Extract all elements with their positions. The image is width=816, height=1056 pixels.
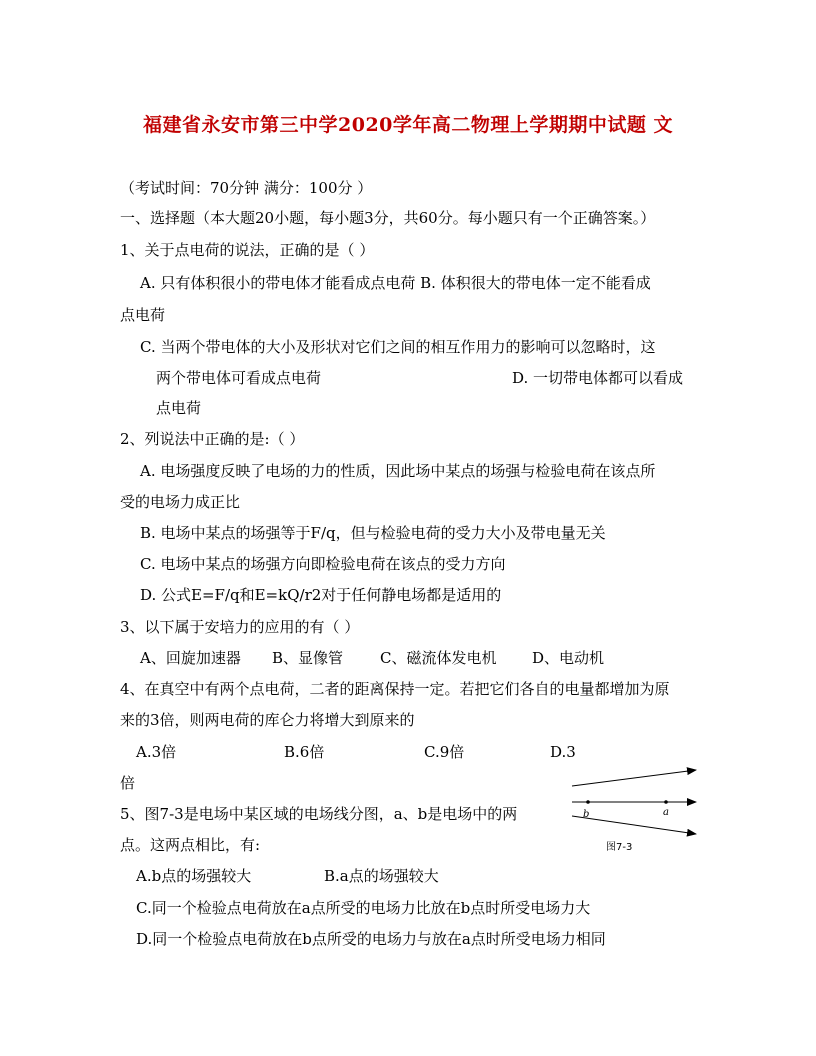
q1-option-c: C. 当两个带电体的大小及形状对它们之间的相互作用力的影响可以忽略时，这: [140, 338, 656, 356]
q1-options-ab: A. 只有体积很小的带电体才能看成点电荷 B. 体积很大的带电体一定不能看成: [140, 274, 651, 292]
q2-option-d: D. 公式E=F/q和E=kQ/r2对于任何静电场都是适用的: [140, 586, 502, 604]
q3-option-d: D、电动机: [532, 649, 605, 667]
q1-option-d: D. 一切带电体都可以看成: [512, 369, 684, 387]
q1-option-c-cont: 两个带电体可看成点电荷: [156, 369, 322, 387]
q5-option-c: C.同一个检验点电荷放在a点所受的电场力比放在b点时所受电场力大: [136, 899, 591, 917]
q5-option-b: B.a点的场强较大: [324, 867, 439, 885]
q5-option-a: A.b点的场强较大: [136, 867, 252, 885]
point-b-label: b: [583, 809, 590, 820]
field-line-bottom: [572, 816, 696, 834]
q2-option-a: A. 电场强度反映了电场的力的性质，因此场中某点的场强与检验电荷在该点所: [140, 462, 656, 480]
q4-option-d: D.3: [550, 743, 576, 761]
q4-stem: 4、在真空中有两个点电荷，二者的距离保持一定。若把它们各自的电量都增加为原: [120, 680, 670, 698]
q2-stem: 2、列说法中正确的是:（ ）: [120, 430, 305, 448]
q2-option-c: C. 电场中某点的场强方向即检验电荷在该点的受力方向: [140, 555, 506, 573]
exam-title: 福建省永安市第三中学2020学年高二物理上学期期中试题 文: [143, 114, 673, 136]
point-a-label: a: [663, 807, 669, 818]
q1-options-ab-cont: 点电荷: [120, 306, 166, 324]
q5-stem: 5、图7-3是电场中某区域的电场线分图，a、b是电场中的两: [120, 805, 518, 823]
q3-option-c: C、磁流体发电机: [380, 649, 497, 667]
figure-caption: 图7-3: [606, 842, 633, 853]
point-a: [664, 800, 668, 804]
q1-option-d-cont: 点电荷: [156, 399, 202, 417]
q3-option-a: A、回旋加速器: [140, 649, 241, 667]
field-line-top: [572, 770, 696, 786]
q5-option-d: D.同一个检验点电荷放在b点所受的电场力与放在a点时所受电场力相同: [136, 930, 606, 948]
q1-stem: 1、关于点电荷的说法，正确的是（ ）: [120, 241, 375, 259]
q3-option-b: B、显像管: [272, 649, 344, 667]
q3-stem: 3、以下属于安培力的应用的有（ ）: [120, 618, 360, 636]
point-b: [586, 800, 590, 804]
field-line-figure: [568, 762, 700, 858]
exam-info: （考试时间：70分钟 满分：100分 ）: [120, 179, 373, 197]
q4-stem-cont: 来的3倍，则两电荷的库仑力将增大到原来的: [120, 711, 415, 729]
q4-option-a: A.3倍: [136, 743, 177, 761]
q4-option-b: B.6倍: [284, 743, 325, 761]
q2-option-b: B. 电场中某点的场强等于F/q，但与检验电荷的受力大小及带电量无关: [140, 524, 606, 542]
q4-option-c: C.9倍: [424, 743, 465, 761]
q4-option-d-cont: 倍: [120, 774, 136, 792]
q5-stem-cont: 点。这两点相比，有:: [120, 836, 261, 854]
section-heading: 一、选择题（本大题20小题，每小题3分，共60分。每小题只有一个正确答案。）: [120, 209, 656, 227]
q2-option-a-cont: 受的电场力成正比: [120, 493, 241, 511]
